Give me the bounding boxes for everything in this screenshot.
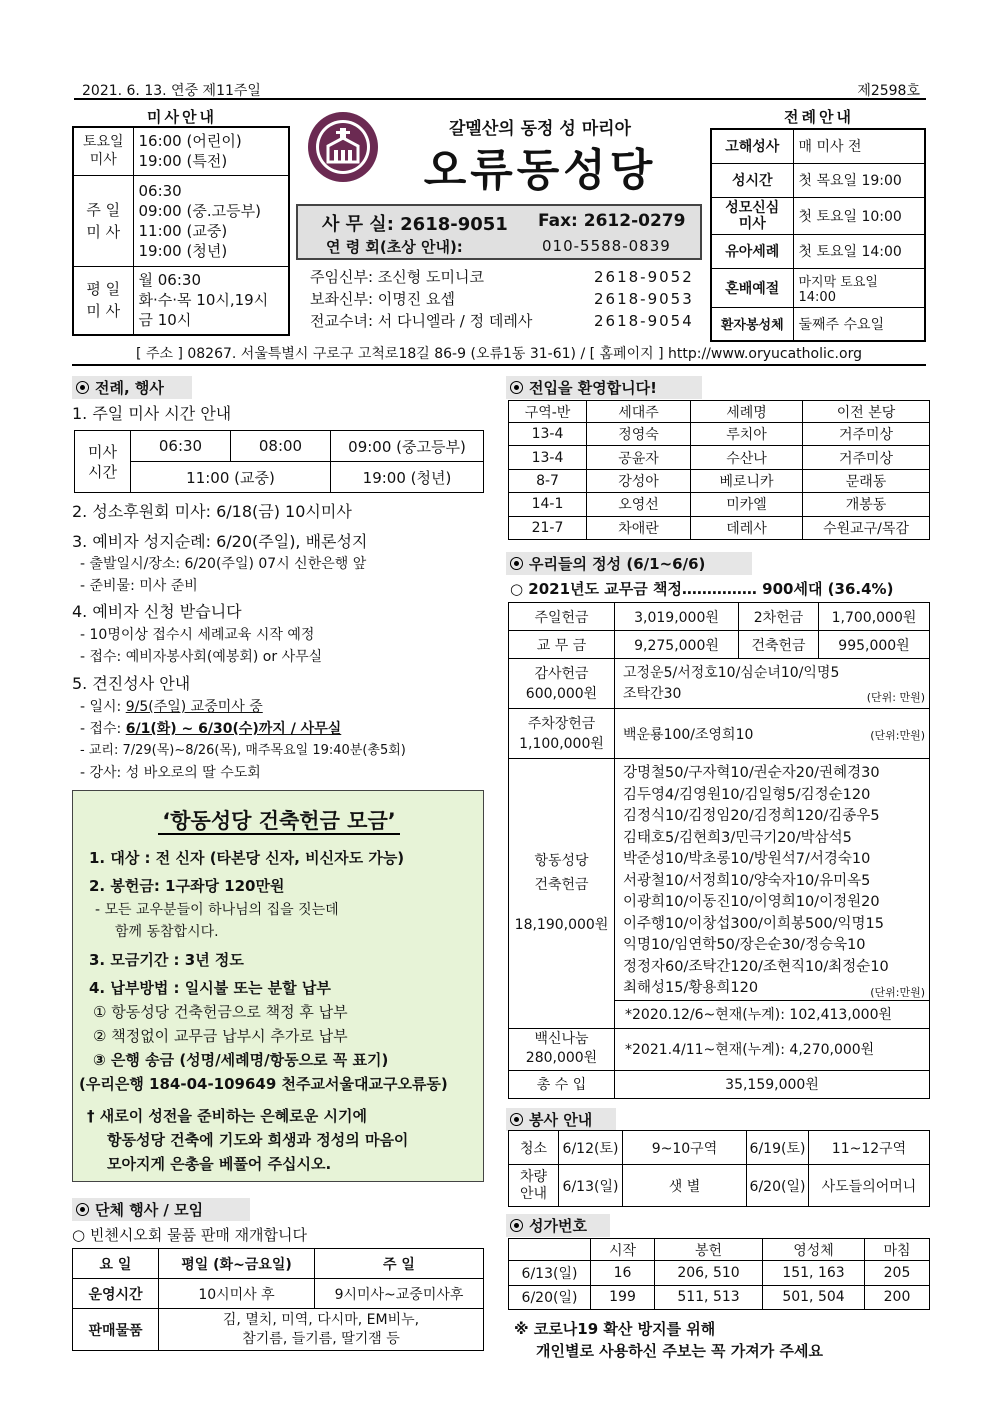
liturgy-value: 마지막 토요일 14:00 xyxy=(793,268,925,307)
staff-phone: 2618-9052 xyxy=(594,268,694,286)
issue-number: 제2598호 xyxy=(857,83,920,99)
total-income-label: 총 수 입 xyxy=(509,1070,615,1098)
section-title: 우리들의 정성 (6/1~6/6) xyxy=(529,555,706,573)
liturgy-label: 유아세례 xyxy=(711,234,793,268)
vincent-header: 요 일 xyxy=(73,1249,159,1279)
mass-table-label: 미사 시간 xyxy=(75,431,131,493)
church-name: 오류동성당 xyxy=(423,145,657,196)
hymn-cell: 511, 513 xyxy=(655,1285,763,1310)
liturgy-label: 환자봉성체 xyxy=(711,307,793,341)
building-fund-line: 함께 동참합시다. xyxy=(115,924,219,940)
mass-time: 19:00 (청년) xyxy=(138,241,228,260)
vincent-cell: 9시미사~교중미사후 xyxy=(315,1279,484,1309)
service-table xyxy=(508,1130,930,1207)
address-line: [ 주소 ] 08267. 서울특별시 구로구 고척로18길 86-9 (오류1동 31-61) / [ 홈페이지 ] http://www.oryucatholic.org xyxy=(72,340,926,366)
hymn-header: 시작 xyxy=(591,1239,655,1261)
dues-line: ○ 2021년도 교무금 책정…………… 900세대 (36.4%) xyxy=(510,580,894,598)
liturgy-value: 둘째주 수요일 xyxy=(793,307,925,341)
section-title: 단체 행사 / 모임 xyxy=(95,1201,204,1219)
section-service xyxy=(506,1108,616,1131)
welcome-cell: 개봉동 xyxy=(803,493,930,516)
event-item-5-sub: - 접수: 6/1(화) ~ 6/30(수)까지 / 사무실 xyxy=(80,721,342,737)
welcome-header: 세례명 xyxy=(691,401,803,423)
mass-guide-table xyxy=(72,126,290,336)
hangdong-offering-list: 강명철50/구자혁10/권순자20/권혜경30 김두영4/김영원10/김일형5/김정순120 김정식10/김정임20/김정희120/김종우5 김태호5/김현희3/민극기20/박삼석5 박준성10/박초롱10/방원석7/서경숙10 서광철10/서정희10/양숙자10/유미옥5 이광희10/이동진10/이영희10/이정원20 이주행10/이창섭300/이희봉500/익명15 익명10/임연학50/장은순30/정승욱10 정정자60/조탁간120/조현직10/최정순10 최해성15/황용희120 (단위:만원) xyxy=(615,759,930,1001)
event-item-4-sub: - 접수: 예비자봉사회(예봉회) or 사무실 xyxy=(80,649,323,665)
welcome-cell: 문래동 xyxy=(803,469,930,492)
welcome-cell: 정영숙 xyxy=(587,423,691,446)
vincent-cell: 판매물품 xyxy=(73,1309,159,1351)
welcome-cell: 베로니카 xyxy=(691,469,803,492)
liturgy-value: 첫 토요일 10:00 xyxy=(793,197,925,234)
mass-row-label: 평 일 미 사 xyxy=(73,266,133,335)
welcome-cell: 14-1 xyxy=(509,493,587,516)
welcome-cell: 강성아 xyxy=(587,469,691,492)
section-liturgy-events xyxy=(72,376,192,399)
liaison-phone: 010-5588-0839 xyxy=(542,237,671,255)
service-cell: 차량 안내 xyxy=(509,1165,559,1207)
mass-row-label: 주 일 미 사 xyxy=(73,175,133,266)
total-income-value: 35,159,000원 xyxy=(615,1070,930,1098)
hymn-table xyxy=(508,1238,930,1310)
welcome-header: 구역-반 xyxy=(509,401,587,423)
building-fund-line: - 모든 교우분들이 하나님의 집을 짓는데 xyxy=(95,902,339,918)
section-title: 전입을 환영합니다! xyxy=(529,379,657,397)
welcome-header: 이전 본당 xyxy=(803,401,930,423)
building-fund-prayer: † 새로이 성전을 준비하는 은혜로운 시기에 xyxy=(87,1107,367,1125)
service-cell: 샛 별 xyxy=(623,1165,747,1207)
liturgy-label: 혼배예절 xyxy=(711,268,793,307)
building-fund-line: 1. 대상 : 전 신자 (타본당 신자, 비신자도 가능) xyxy=(89,849,405,867)
hymn-cell: 501, 504 xyxy=(763,1285,865,1310)
mass-guide-title: 미사안내 xyxy=(147,108,217,126)
hymn-header: 영성체 xyxy=(763,1239,865,1261)
service-cell: 6/13(일) xyxy=(559,1165,623,1207)
mass-table-time: 09:00 (중고등부) xyxy=(331,431,484,462)
offering-table xyxy=(508,602,930,1099)
office-phone: 사 무 실: 2618-9051 xyxy=(322,214,508,235)
hymn-cell: 151, 163 xyxy=(763,1261,865,1286)
office-contact-box xyxy=(296,204,702,260)
welcome-cell: 차애란 xyxy=(587,516,691,539)
issue-header xyxy=(74,78,926,100)
mass-row-label: 토요일 미사 xyxy=(73,127,133,175)
hymn-header: 마침 xyxy=(865,1239,930,1261)
event-item-5-sub: - 교리: 7/29(목)~8/26(목), 매주목요일 19:40분(총5회) xyxy=(80,743,406,758)
staff-role: 보좌신부: 이명진 요셉 xyxy=(310,290,456,308)
event-item-5: 5. 견진성사 안내 xyxy=(72,674,191,693)
covid-note: ※ 코로나19 확산 방지를 위해 xyxy=(514,1320,716,1338)
hymn-cell: 206, 510 xyxy=(655,1261,763,1286)
liturgy-label: 성모신심 미사 xyxy=(711,197,793,234)
section-title: 성가번호 xyxy=(529,1217,587,1235)
mass-time: 16:00 (어린이) xyxy=(138,132,242,151)
hymn-cell: 199 xyxy=(591,1285,655,1310)
issue-date: 2021. 6. 13. 연중 제11주일 xyxy=(82,83,261,99)
building-fund-line: 4. 납부방법 : 일시불 또는 분할 납부 xyxy=(89,979,331,997)
building-fund-line: 2. 봉헌금: 1구좌당 120만원 xyxy=(89,877,285,895)
building-fund-line: 3. 모금기간 : 3년 정도 xyxy=(89,951,244,969)
vincent-cell: 10시미사 후 xyxy=(159,1279,315,1309)
service-cell: 11~12구역 xyxy=(809,1131,930,1165)
bullet-icon xyxy=(76,1203,89,1216)
welcome-cell: 오영선 xyxy=(587,493,691,516)
welcome-cell: 8-7 xyxy=(509,469,587,492)
parking-offering-list: 백운룡100/조영희10 (단위:만원) xyxy=(615,709,930,759)
welcome-cell: 21-7 xyxy=(509,516,587,539)
offering-cell: 995,000원 xyxy=(819,631,930,659)
staff-phone: 2618-9053 xyxy=(594,290,694,308)
offering-cell: 2차헌금 xyxy=(739,603,819,631)
thanks-offering-list: 고정운5/서정호10/심순녀10/익명5 조탁간30 (단위: 만원) xyxy=(615,659,930,709)
liturgy-label: 성시간 xyxy=(711,163,793,197)
vincent-header: 주 일 xyxy=(315,1249,484,1279)
welcome-cell: 수산나 xyxy=(691,446,803,469)
mass-table-time: 19:00 (청년) xyxy=(331,462,484,493)
welcome-cell: 13-4 xyxy=(509,446,587,469)
section-group-events xyxy=(72,1198,250,1221)
mass-time: 월 06:30 xyxy=(138,271,201,290)
fax-number: Fax: 2612-0279 xyxy=(538,211,686,231)
bullet-icon xyxy=(510,1113,523,1126)
offering-cell: 교 무 금 xyxy=(509,631,615,659)
covid-note: 개인별로 사용하신 주보는 꼭 가져가 주세요 xyxy=(536,1342,823,1360)
staff-list xyxy=(310,266,700,332)
building-fund-prayer: 항동성당 건축에 기도와 희생과 정성의 마음이 xyxy=(107,1131,409,1149)
vincent-cell: 김, 멸치, 미역, 다시마, EM비누, 참기름, 들기름, 딸기잼 등 xyxy=(159,1309,484,1351)
vaccine-offering-label: 백신나눔 280,000원 xyxy=(509,1028,615,1070)
hymn-cell: 16 xyxy=(591,1261,655,1286)
building-fund-box xyxy=(72,790,484,1182)
hangdong-offering-label: 항동성당 건축헌금 18,190,000원 xyxy=(509,759,615,1029)
welcome-cell: 루치아 xyxy=(691,423,803,446)
event-item-3-sub: - 준비물: 미사 준비 xyxy=(80,578,198,594)
section-offering xyxy=(506,552,752,575)
mass-time: 11:00 (교중) xyxy=(138,221,228,240)
vincent-table xyxy=(72,1248,484,1351)
event-item-3-sub: - 출발일시/장소: 6/20(주일) 07시 신한은행 앞 xyxy=(80,556,367,572)
building-fund-line: ③ 은행 송금 (성명/세례명/항동으로 꼭 표기) xyxy=(93,1051,389,1069)
hymn-cell: 200 xyxy=(865,1285,930,1310)
welcome-cell: 13-4 xyxy=(509,423,587,446)
offering-cell: 1,700,000원 xyxy=(819,603,930,631)
service-cell: 6/12(토) xyxy=(559,1131,623,1165)
staff-role: 전교수녀: 서 다니엘라 / 정 데레사 xyxy=(310,312,533,330)
mass-time: 금 10시 xyxy=(138,311,192,330)
bullet-icon xyxy=(510,381,523,394)
offering-cell: 건축헌금 xyxy=(739,631,819,659)
building-fund-line: ① 항동성당 건축헌금으로 책정 후 납부 xyxy=(93,1003,348,1021)
liaison-label: 연 령 회(초상 안내): xyxy=(326,238,463,256)
welcome-cell: 수원교구/목감 xyxy=(803,516,930,539)
offering-cell: 3,019,000원 xyxy=(615,603,739,631)
hymn-cell: 205 xyxy=(865,1261,930,1286)
mass-time: 19:00 (특전) xyxy=(138,152,228,171)
welcome-cell: 공윤자 xyxy=(587,446,691,469)
thanks-offering-label: 감사헌금 600,000원 xyxy=(509,659,615,709)
building-fund-title: ‘항동성당 건축헌금 모금’ xyxy=(158,809,399,835)
liturgy-label: 고해성사 xyxy=(711,129,793,163)
welcome-cell: 거주미상 xyxy=(803,446,930,469)
welcome-cell: 데레사 xyxy=(691,516,803,539)
event-item-4-sub: - 10명이상 접수시 세례교육 시작 예정 xyxy=(80,627,315,643)
parking-offering-label: 주차장헌금 1,100,000원 xyxy=(509,709,615,759)
liturgy-value: 매 미사 전 xyxy=(793,129,925,163)
event-item-2: 2. 성소후원회 미사: 6/18(금) 10시미사 xyxy=(72,502,352,521)
service-cell: 청소 xyxy=(509,1131,559,1165)
hymn-header: 봉헌 xyxy=(655,1239,763,1261)
liturgy-value: 첫 토요일 14:00 xyxy=(793,234,925,268)
vincent-header: 평일 (화~금요일) xyxy=(159,1249,315,1279)
section-title: 봉사 안내 xyxy=(529,1111,593,1129)
bullet-icon xyxy=(76,381,89,394)
hymn-header xyxy=(509,1239,591,1261)
staff-role: 주임신부: 조신형 도미니코 xyxy=(310,268,484,286)
service-cell: 9~10구역 xyxy=(623,1131,747,1165)
mass-time: 화·수·목 10시,19시 xyxy=(138,291,269,310)
bank-account: (우리은행 184-04-109649 천주교서울대교구오류동) xyxy=(79,1075,448,1093)
sunday-mass-table xyxy=(74,430,484,493)
service-cell: 6/20(일) xyxy=(747,1165,809,1207)
mass-table-time: 08:00 xyxy=(231,431,331,462)
service-cell: 사도들의어머니 xyxy=(809,1165,930,1207)
mass-table-time: 11:00 (교중) xyxy=(131,462,331,493)
liturgy-guide-table xyxy=(710,128,926,342)
welcome-header: 세대주 xyxy=(587,401,691,423)
vaccine-offering-total: *2021.4/11~현재(누계): 4,270,000원 xyxy=(615,1028,930,1070)
building-fund-line: ② 책정없이 교무금 납부시 추가로 납부 xyxy=(93,1027,348,1045)
hymn-cell: 6/20(일) xyxy=(509,1285,591,1310)
vincent-notice: ○ 빈첸시오회 물품 판매 재개합니다 xyxy=(72,1226,308,1244)
hangdong-offering-total: *2020.12/6~현재(누계): 102,413,000원 xyxy=(615,1000,930,1028)
mass-time: 06:30 xyxy=(138,181,182,200)
event-item-3: 3. 예비자 성지순례: 6/20(주일), 배론성지 xyxy=(72,532,368,551)
hymn-cell: 6/13(일) xyxy=(509,1261,591,1286)
section-welcome xyxy=(506,376,702,399)
welcome-cell: 미카엘 xyxy=(691,493,803,516)
vincent-cell: 운영시간 xyxy=(73,1279,159,1309)
offering-cell: 주일헌금 xyxy=(509,603,615,631)
welcome-table xyxy=(508,400,930,540)
welcome-cell: 거주미상 xyxy=(803,423,930,446)
liturgy-guide-title: 전례안내 xyxy=(784,108,854,126)
service-cell: 6/19(토) xyxy=(747,1131,809,1165)
bullet-icon xyxy=(510,557,523,570)
event-item-4: 4. 예비자 신청 받습니다 xyxy=(72,602,242,621)
liturgy-value: 첫 목요일 19:00 xyxy=(793,163,925,197)
offering-cell: 9,275,000원 xyxy=(615,631,739,659)
staff-phone: 2618-9054 xyxy=(594,312,694,330)
mass-time: 09:00 (중.고등부) xyxy=(138,201,261,220)
mass-table-time: 06:30 xyxy=(131,431,231,462)
bullet-icon xyxy=(510,1219,523,1232)
section-hymns xyxy=(506,1214,610,1237)
church-seal-logo xyxy=(306,110,380,184)
section-title: 전례, 행사 xyxy=(95,379,164,397)
event-item-5-sub: - 강사: 성 바오로의 딸 수도회 xyxy=(80,765,261,781)
building-fund-prayer: 모아지게 은총을 베풀어 주십시오. xyxy=(107,1155,332,1173)
event-item-1: 1. 주일 미사 시간 안내 xyxy=(72,404,232,423)
church-subtitle: 갈멜산의 동정 성 마리아 xyxy=(449,119,631,139)
event-item-5-sub: - 일시: 9/5(주일) 교중미사 중 xyxy=(80,699,263,715)
